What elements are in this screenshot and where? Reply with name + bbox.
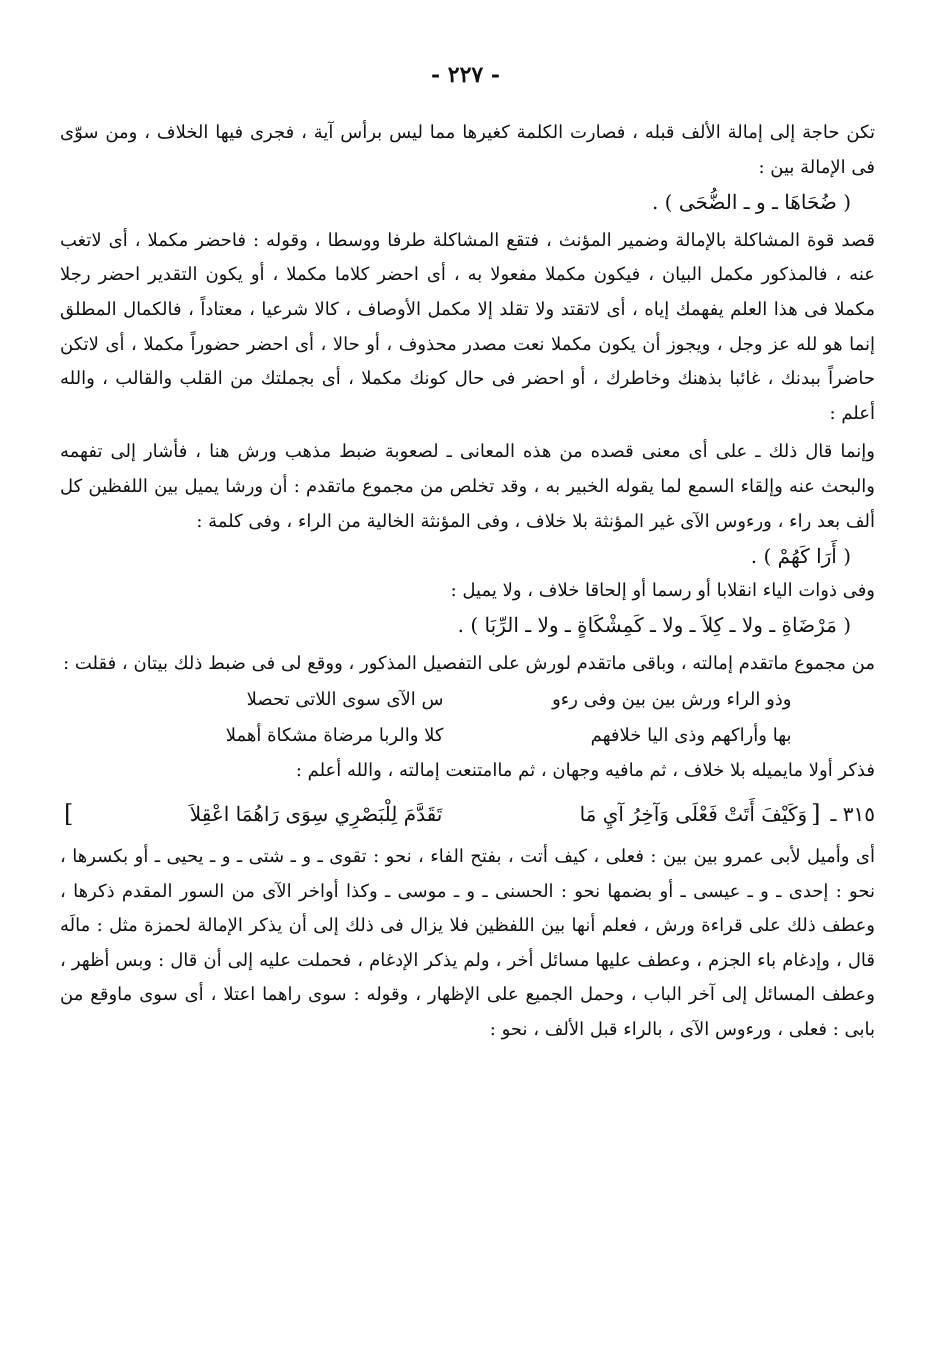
paragraph-5: من مجموع ماتقدم إمالته ، وباقى ماتقدم لورش على التفصيل المذكور ، ووقع لى فى ضبط ذلك بيتان ، فقلت :	[63, 652, 875, 674]
paragraph-6: فذكر أولا مايميله بلا خلاف ، ثم مافيه وجهان ، ثم ماامتنعت إمالته ، والله أعلم :	[295, 759, 875, 781]
verse-2-second-hemistich: كلا والربا مرضاة مشكاة أهملا	[225, 724, 444, 746]
close-bracket: ]	[63, 800, 74, 829]
poem-line-315	[60, 794, 875, 834]
paragraph-1: تكن حاجة إلى إمالة الألف قبله ، فصارت الكلمة كغيرها مما ليس برأس آية ، فجرى فيها الخلاف ، ومن سوّى فى الإمالة بين :	[60, 122, 875, 178]
paragraph-4: وفى ذوات الياء انقلابا أو رسما أو إلحاقا خلاف ، ولا يميل :	[450, 579, 875, 601]
verse-1-first-hemistich: وذو الراء ورش بين بين وفى رءو	[552, 688, 792, 710]
quranic-quote-1: ( ضُحَاهَا ـ و ـ الضُّحَى ) .	[651, 190, 851, 215]
paragraph-7: أى وأميل لأبى عمرو بين بين : فعلى ، كيف أتت ، بفتح الفاء ، نحو : تقوى ـ و ـ شتى ـ و ـ يحيى ـ أو بكسرها ، نحو : إحدى ـ و ـ عيسى ـ أو بضمها نحو : الحسنى ـ و ـ موسى ـ وكذا أواخر الآى من السور المقدم ذكرها ، وعطف ذلك على قراءة ورش ، فعلم أنها بين اللفظين فلا يزال فى ذلك إلى أن يذكر الإمالة لحمزة مثل : مالَه قال ، وإدغام باء الجزم ، وعطف عليها مسائل أخر ، ولم يذكر الإدغام ، فحملت عليه إلى أن قال : وبس أظهر ، وعطف المسائل إلى آخر الباب ، وحمل الجميع على الإظهار ، وقوله : سوى راهما اعتلا ، أى سوى ماوقع من بابى : فعلى ، ورءوس الآى ، بالراء قبل الألف ، نحو :	[60, 846, 875, 1041]
page-number: - ٢٢٧ -	[430, 62, 501, 88]
quranic-quote-3: ( مَرْضَاةِ ـ ولا ـ كِلاَ ـ ولا ـ كَمِشْكَاةٍ ـ ولا ـ الرِّبَا ) .	[457, 613, 851, 638]
verse-line-1	[60, 682, 875, 718]
poem-second-hemistich: تَقَدَّمَ لِلْبَصْرِي سِوَى رَاهُمَا اعْقِلاَ	[189, 802, 443, 827]
poem-number: ٣١٥ ـ	[830, 802, 875, 827]
paragraph-2: قصد قوة المشاكلة بالإمالة وضمير المؤنث ، فتقع المشاكلة طرفا ووسطا ، وقوله : فاحضر مكملا ، أى لاتغب عنه ، فالمذكور مكمل البيان ، فيكون مكملا مفعولا به ، أى احضر كلاما مكملا ، أو يكون التقدير احضر رجلا مكملا فى هذا العلم يفهمك إياه ، أى لاتقتد ولا تقلد إلا مكمل الأوصاف ، كالا شرعيا ، معتاداً ، فالكمال المطلق إنما هو لله عز وجل ، ويجوز أن يكون مكملا نعت مصدر محذوف ، أو حالا ، أى احضر حضوراً مكملا ، أى لاتكن حاضراً ببدنك ، غائبا بذهنك وخاطرك ، أو احضر فى حال كونك مكملا ، أى بجملتك من القلب والقالب ، والله أعلم :	[60, 229, 875, 424]
verse-1-second-hemistich: س الآى سوى اللاتى تحصلا	[246, 688, 444, 710]
quranic-quote-2: ( أَرَا كَهُمْ ) .	[750, 544, 851, 569]
paragraph-3: وإنما قال ذلك ـ على أى معنى قصده من هذه المعانى ـ لصعوبة ضبط مذهب ورش هنا ، فأشار إلى تفهمه والبحث عنه وإلقاء السمع لما يقوله الخبير به ، وقد تخلص من مجموع ماتقدم : أن ورشا يميل بين اللفظين كل ألف بعد راء ، ورءوس الآى غير المؤنثة بلا خلاف ، وفى المؤنثة الخالية من الراء ، وفى كلمة :	[60, 441, 875, 532]
poem-first-hemistich: وَكَيْفَ أَتَتْ فَعْلَى وَآخِرُ آيِ مَا	[579, 802, 808, 827]
verse-line-2	[60, 718, 875, 754]
verse-2-first-hemistich: بها وأراكهم وذى اليا خلافهم	[590, 724, 792, 746]
open-bracket: [	[811, 800, 821, 829]
page-body	[60, 116, 875, 1048]
